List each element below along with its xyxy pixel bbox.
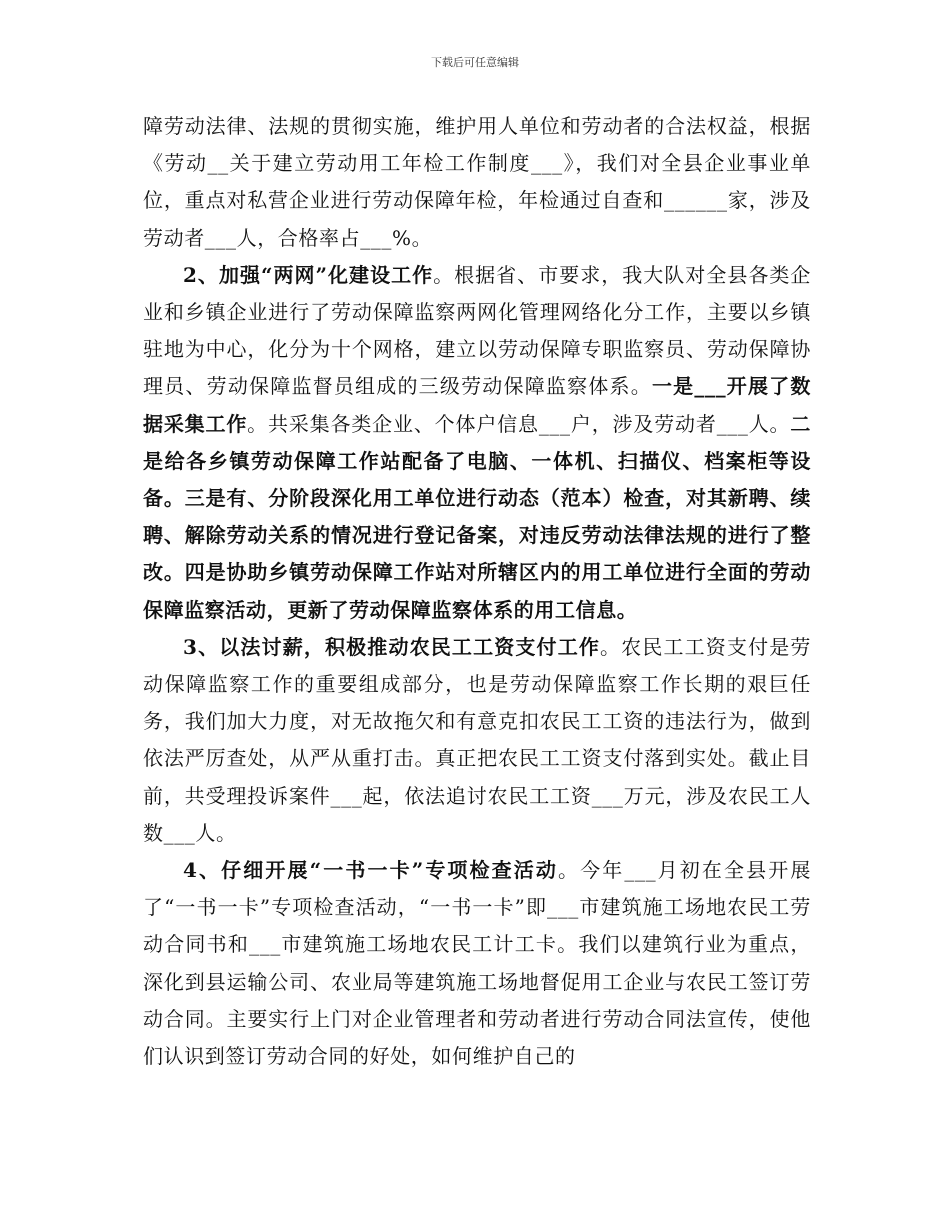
text-run-bold: 一是___开展了数据采集工作 xyxy=(143,374,811,436)
section-heading: 4、仔细开展“一书一卡”专项检查活动 xyxy=(183,858,559,883)
document-body xyxy=(143,108,811,1075)
paragraph-wage-payment xyxy=(143,629,811,852)
paragraph-labor-inspection xyxy=(143,108,811,257)
text-run-bold: 二是给各乡镇劳动保障工作站配备了电脑、一体机、扫描仪、档案柜等设备。三是有、分阶段深化用工单位进行动态（范本）检查，对其新聘、续聘、解除劳动关系的情况进行登记备案，对违反劳动法律法规的进行了整改。四是协助乡镇劳动保障工作站对所辖区内的用工单位进行全面的劳动保障监察活动，更新了劳动保障监察体系的用工信息。 xyxy=(143,411,812,622)
paragraph-two-networks xyxy=(143,257,811,629)
section-heading: 3、以法讨薪，积极推动农民工工资支付工作 xyxy=(183,634,601,659)
text-run: 。今年___月初在全县开展了“一书一卡”专项检查活动，“一书一卡”即___市建筑施工场地农民工劳动合同书和___市建筑施工场地农民工计工卡。我们以建筑行业为重点，深化到县运输公司、农业局等建筑施工场地督促用工企业与农民工签订劳动合同。主要实行上门对企业管理者和劳动者进行劳动合同法宣传，使他们认识到签订劳动合同的好处，如何维护自己的 xyxy=(143,858,811,1069)
text-run: 。共采集各类企业、个体户信息___户，涉及劳动者___人。 xyxy=(247,411,791,436)
text-run: 障劳动法律、法规的贯彻实施，维护用人单位和劳动者的合法权益，根据《劳动__关于建立劳动用工年检工作制度___》，我们对全县企业事业单位，重点对私营企业进行劳动保障年检，年检通过自查和______家，涉及劳动者___人，合格率占___%。 xyxy=(143,114,811,250)
text-run: 。根据省、市要求，我大队对全县各类企业和乡镇企业进行了劳动保障监察两网化管理网络化分工作，主要以乡镇驻地为中心，化分为十个网格，建立以劳动保障专职监察员、劳动保障协理员、劳动保障监督员组成的三级劳动保障监察体系。 xyxy=(143,262,811,399)
page-header: 下载后可任意编辑 xyxy=(431,56,519,69)
paragraph-one-book-one-card xyxy=(143,852,811,1075)
text-run: 。农民工工资支付是劳动保障监察工作的重要组成部分，也是劳动保障监察工作长期的艰巨任务，我们加大力度，对无故拖欠和有意克扣农民工工资的违法行为，做到依法严厉查处，从严从重打击。真正把农民工工资支付落到实处。截止目前，共受理投诉案件___起，依法追讨农民工工资___万元，涉及农民工人数___人。 xyxy=(143,634,812,845)
section-heading: 2、加强“两网”化建设工作 xyxy=(183,262,434,287)
